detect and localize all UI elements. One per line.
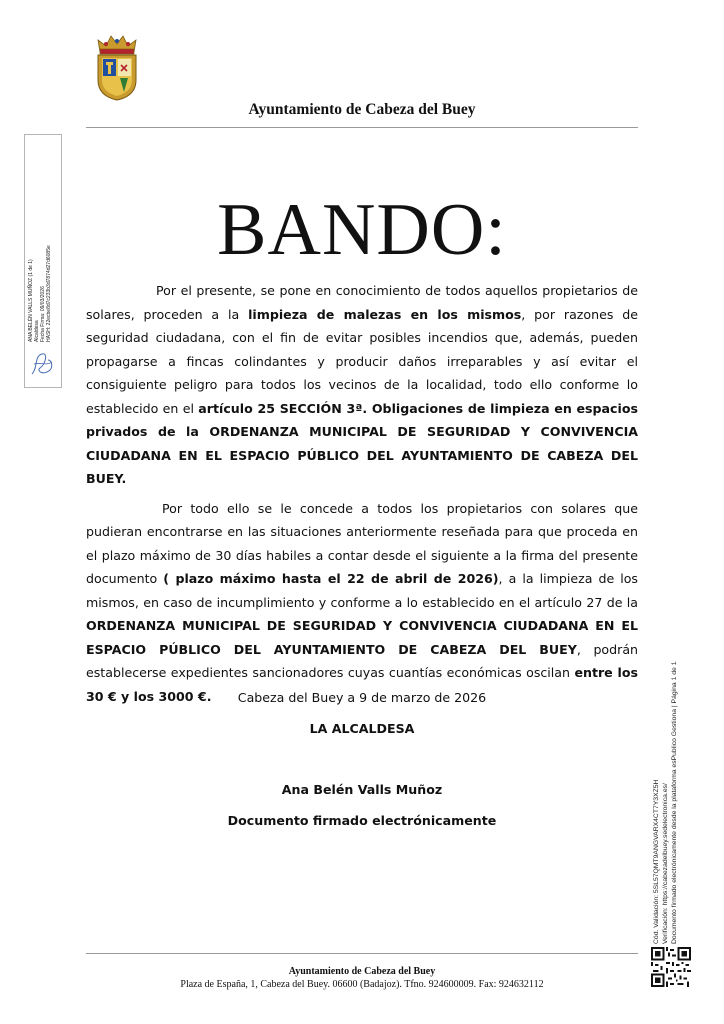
signature-stamp-text bbox=[28, 142, 52, 342]
paragraph-2-text: Por todo ello se le concede a todos los propietarios con solares que pudieran encontrarse en las situaciones anteriormente reseñada para que proceda en el plazo máximo de 30 días habiles a contar desde el siguiente a la firma del presente documento bbox=[86, 500, 638, 586]
header-divider bbox=[86, 127, 638, 128]
electronic-signature-note: Documento firmado electrónicamente bbox=[227, 813, 497, 828]
signature-line-hash: HASH: 22ecbe8d7c233b3d7874d27d6085e bbox=[46, 245, 52, 342]
signature-line-date: Fecha Firma: 09/03/2026 bbox=[40, 286, 46, 342]
verification-code: Cód. Validación: 5SL57QMT9ANGVARX4CT7Y3XZ5H bbox=[653, 779, 660, 944]
signature-line-signer: ANA BELÉN VALLS MUÑOZ (1 de 1) bbox=[28, 259, 34, 342]
paragraph-1 bbox=[86, 279, 638, 491]
paragraph-1-bold-ordinance: artículo 25 SECCIÓN 3ª. Obligaciones de limpieza en espacios privados de la ORDENANZA MUNICIPAL DE SEGURIDAD Y CONVIVENCIA CIUDADANA EN EL ESPACIO PÚBLICO DEL AYUNTAMIENTO DE CABEZA DEL BUEY. bbox=[86, 400, 638, 486]
municipal-coat-of-arms-icon bbox=[94, 32, 140, 102]
footer-address: Plaza de España, 1, Cabeza del Buey. 06600 (Badajoz). Tfno. 924600009. Fax: 924632112 bbox=[180, 979, 544, 990]
paragraph-1-text: , por razones de seguridad ciudadana, con el fin de evitar posibles incendios que, además, pueden propagarse a fincas colindantes y producir daños irreparables y así evitar el consiguiente peligro para todos los vecinos de la localidad, todo ello conforme lo establecido en el bbox=[86, 306, 639, 416]
verification-note: Documento firmado electrónicamente desde la plataforma esPublico Gestiona | Página 1 de 1 bbox=[671, 661, 678, 944]
footer-name: Ayuntamiento de Cabeza del Buey bbox=[288, 966, 436, 977]
footer-divider bbox=[86, 953, 638, 954]
qr-code-icon[interactable] bbox=[651, 947, 691, 987]
document-body bbox=[86, 279, 638, 708]
verification-text bbox=[652, 624, 679, 944]
place-and-date: Cabeza del Buey a 9 de marzo de 2026 bbox=[237, 690, 487, 705]
verification-url: Verificación: https://cabezadelbuey.sedelectronica.es/ bbox=[662, 783, 669, 944]
handwritten-signature-icon bbox=[28, 346, 56, 380]
document-title: BANDO: bbox=[217, 189, 507, 271]
paragraph-2-bold-ordinance: ORDENANZA MUNICIPAL DE SEGURIDAD Y CONVIVENCIA CIUDADANA EN EL ESPACIO PÚBLICO DEL AYUNTAMIENTO DE CABEZA DEL BUEY bbox=[86, 618, 638, 657]
paragraph-2-text: , podrán establecerse expedientes sancionadores cuyas cuantías económicas oscilan bbox=[86, 641, 639, 680]
signature-line-role: Alcaldesa bbox=[34, 320, 40, 342]
header-title: Ayuntamiento de Cabeza del Buey bbox=[248, 101, 476, 118]
paragraph-2 bbox=[86, 497, 638, 709]
paragraph-2-bold-deadline: ( plazo máximo hasta el 22 de abril de 2026) bbox=[163, 571, 499, 586]
signatory-name: Ana Belén Valls Muñoz bbox=[281, 782, 443, 797]
paragraph-2-text: , a la limpieza de los mismos, en caso de incumplimiento y conforme a lo establecido en el artículo 27 de la bbox=[86, 571, 638, 610]
paragraph-2-bold-fines: entre los 30 € y los 3000 €. bbox=[86, 665, 638, 704]
signatory-title: LA ALCALDESA bbox=[309, 721, 415, 736]
paragraph-1-text: Por el presente, se pone en conocimiento de todos aquellos propietarios de solares, proceden a la bbox=[86, 283, 638, 322]
paragraph-1-bold-weeds: limpieza de malezas en los mismos bbox=[248, 306, 522, 322]
